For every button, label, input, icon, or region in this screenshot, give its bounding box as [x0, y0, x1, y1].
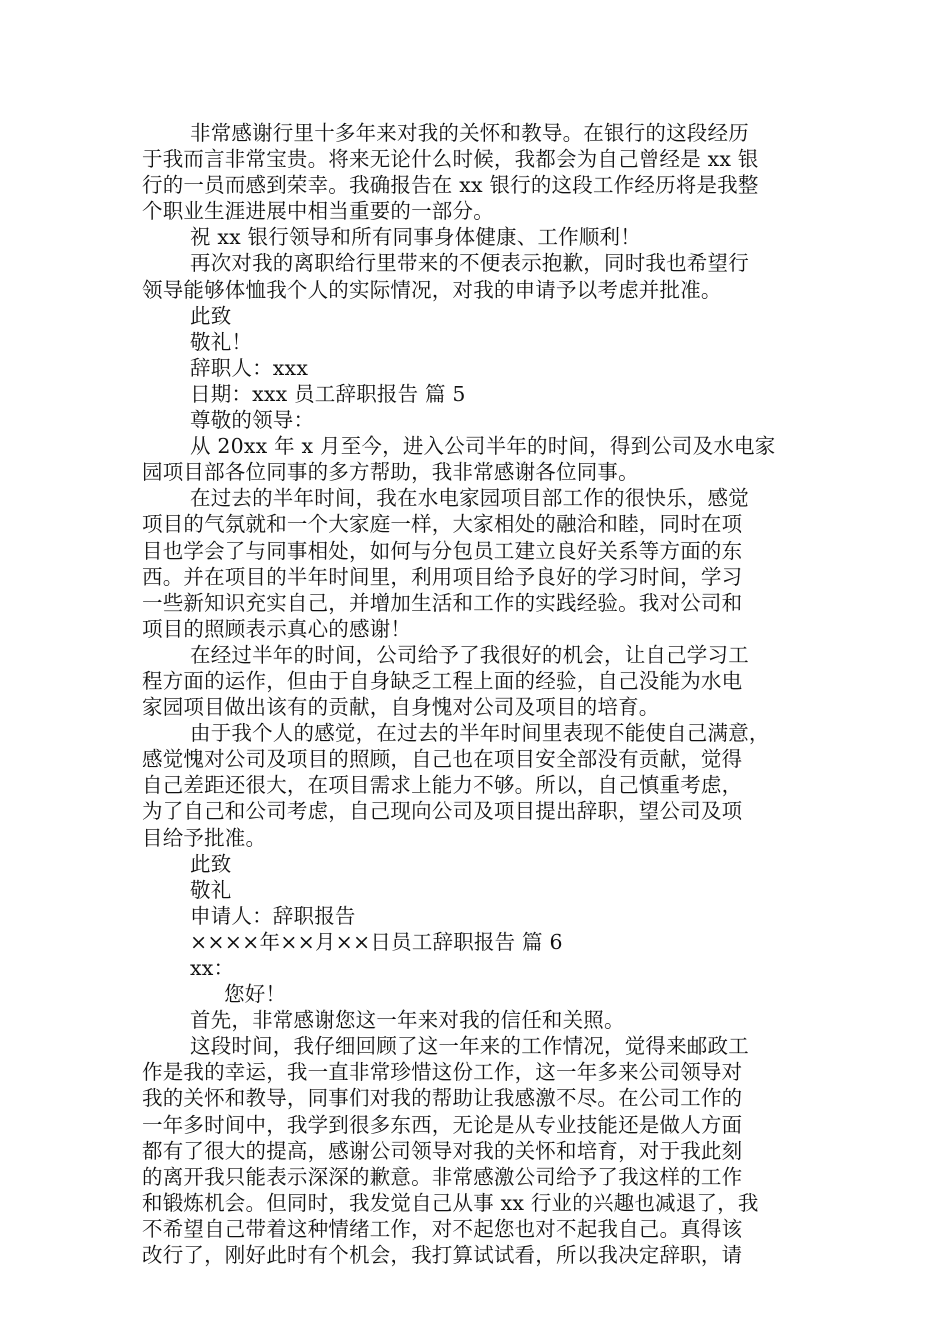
text-line: 您好！: [224, 982, 287, 1007]
text-line: 项目的照顾表示真心的感谢！: [142, 616, 412, 641]
text-line: 非常感谢行里十多年来对我的关怀和教导。在银行的这段经历: [190, 121, 749, 145]
text-line: 我的关怀和教导，同事们对我的帮助让我感激不尽。在公司工作的: [142, 1086, 743, 1111]
text-line: 在过去的半年时间，我在水电家园项目部工作的很快乐，感觉: [190, 486, 749, 511]
text-line: ××××年××月××日员工辞职报告 篇 6: [190, 929, 563, 954]
text-line: 改行了，刚好此时有个机会，我打算试试看，所以我决定辞职，请: [142, 1243, 743, 1268]
text-line: 于我而言非常宝贵。将来无论什么时候，我都会为自己曾经是 xx 银: [142, 147, 759, 172]
text-line: 一年多时间中，我学到很多东西，无论是从专业技能还是做人方面: [142, 1112, 743, 1137]
text-line: xx：: [190, 956, 235, 980]
text-line: 目也学会了与同事相处，如何与分包员工建立良好关系等方面的东: [142, 538, 743, 563]
text-line: 由于我个人的感觉，在过去的半年时间里表现不能使自己满意，: [190, 721, 770, 746]
text-line: 首先，非常感谢您这一年来对我的信任和关照。: [190, 1008, 625, 1033]
text-line: 程方面的运作，但由于自身缺乏工程上面的经验，自己没能为水电: [142, 668, 743, 693]
text-line: 辞职人：xxx: [190, 355, 309, 380]
text-line: 敬礼: [190, 877, 232, 902]
text-line: 不希望自己带着这种情绪工作，对不起您也对不起我自己。真得该: [142, 1216, 743, 1241]
text-line: 尊敬的领导：: [190, 408, 315, 433]
text-line: 这段时间，我仔细回顾了这一年来的工作情况，觉得来邮政工: [190, 1034, 749, 1059]
text-line: 的离开我只能表示深深的歉意。非常感激公司给予了我这样的工作: [142, 1164, 743, 1189]
text-line: 为了自己和公司考虑，自己现向公司及项目提出辞职，望公司及项: [142, 799, 743, 824]
text-line: 一些新知识充实自己，并增加生活和工作的实践经验。我对公司和: [142, 590, 743, 615]
text-line: 和锻炼机会。但同时，我发觉自己从事 xx 行业的兴趣也减退了，我: [142, 1190, 759, 1215]
text-line: 目给予批准。: [142, 825, 267, 850]
text-line: 再次对我的离职给行里带来的不便表示抱歉，同时我也希望行: [190, 251, 749, 276]
text-line: 行的一员而感到荣幸。我确报告在 xx 银行的这段工作经历将是我整: [142, 173, 759, 198]
text-line: 从 20xx 年 x 月至今，进入公司半年的时间，得到公司及水电家: [190, 434, 776, 459]
text-line: 感觉愧对公司及项目的照顾，自己也在项目安全部没有贡献，觉得: [142, 747, 743, 772]
text-line: 领导能够体恤我个人的实际情况，对我的申请予以考虑并批准。: [142, 277, 722, 302]
text-line: 敬礼！: [190, 329, 253, 354]
text-line: 都有了很大的提高，感谢公司领导对我的关怀和培育，对于我此刻: [142, 1138, 743, 1163]
text-line: 日期：xxx 员工辞职报告 篇 5: [190, 381, 466, 406]
text-line: 家园项目做出该有的贡献，自身愧对公司及项目的培育。: [142, 695, 660, 720]
text-line: 申请人：辞职报告: [190, 903, 356, 928]
text-line: 祝 xx 银行领导和所有同事身体健康、工作顺利！: [190, 225, 641, 250]
text-line: 项目的气氛就和一个大家庭一样，大家相处的融洽和睦，同时在项: [142, 512, 743, 537]
text-line: 此致: [190, 851, 232, 876]
text-line: 自己差距还很大，在项目需求上能力不够。所以，自己慎重考虑，: [142, 773, 743, 798]
text-line: 个职业生涯进展中相当重要的一部分。: [142, 199, 494, 224]
text-line: 在经过半年的时间，公司给予了我很好的机会，让自己学习工: [190, 642, 749, 667]
text-line: 园项目部各位同事的多方帮助，我非常感谢各位同事。: [142, 460, 639, 485]
text-line: 此致: [190, 303, 232, 328]
document-page: [142, 120, 812, 1268]
text-line: 西。并在项目的半年时间里，利用项目给予良好的学习时间，学习: [142, 564, 743, 589]
text-line: 作是我的幸运，我一直非常珍惜这份工作，这一年多来公司领导对: [142, 1060, 743, 1085]
